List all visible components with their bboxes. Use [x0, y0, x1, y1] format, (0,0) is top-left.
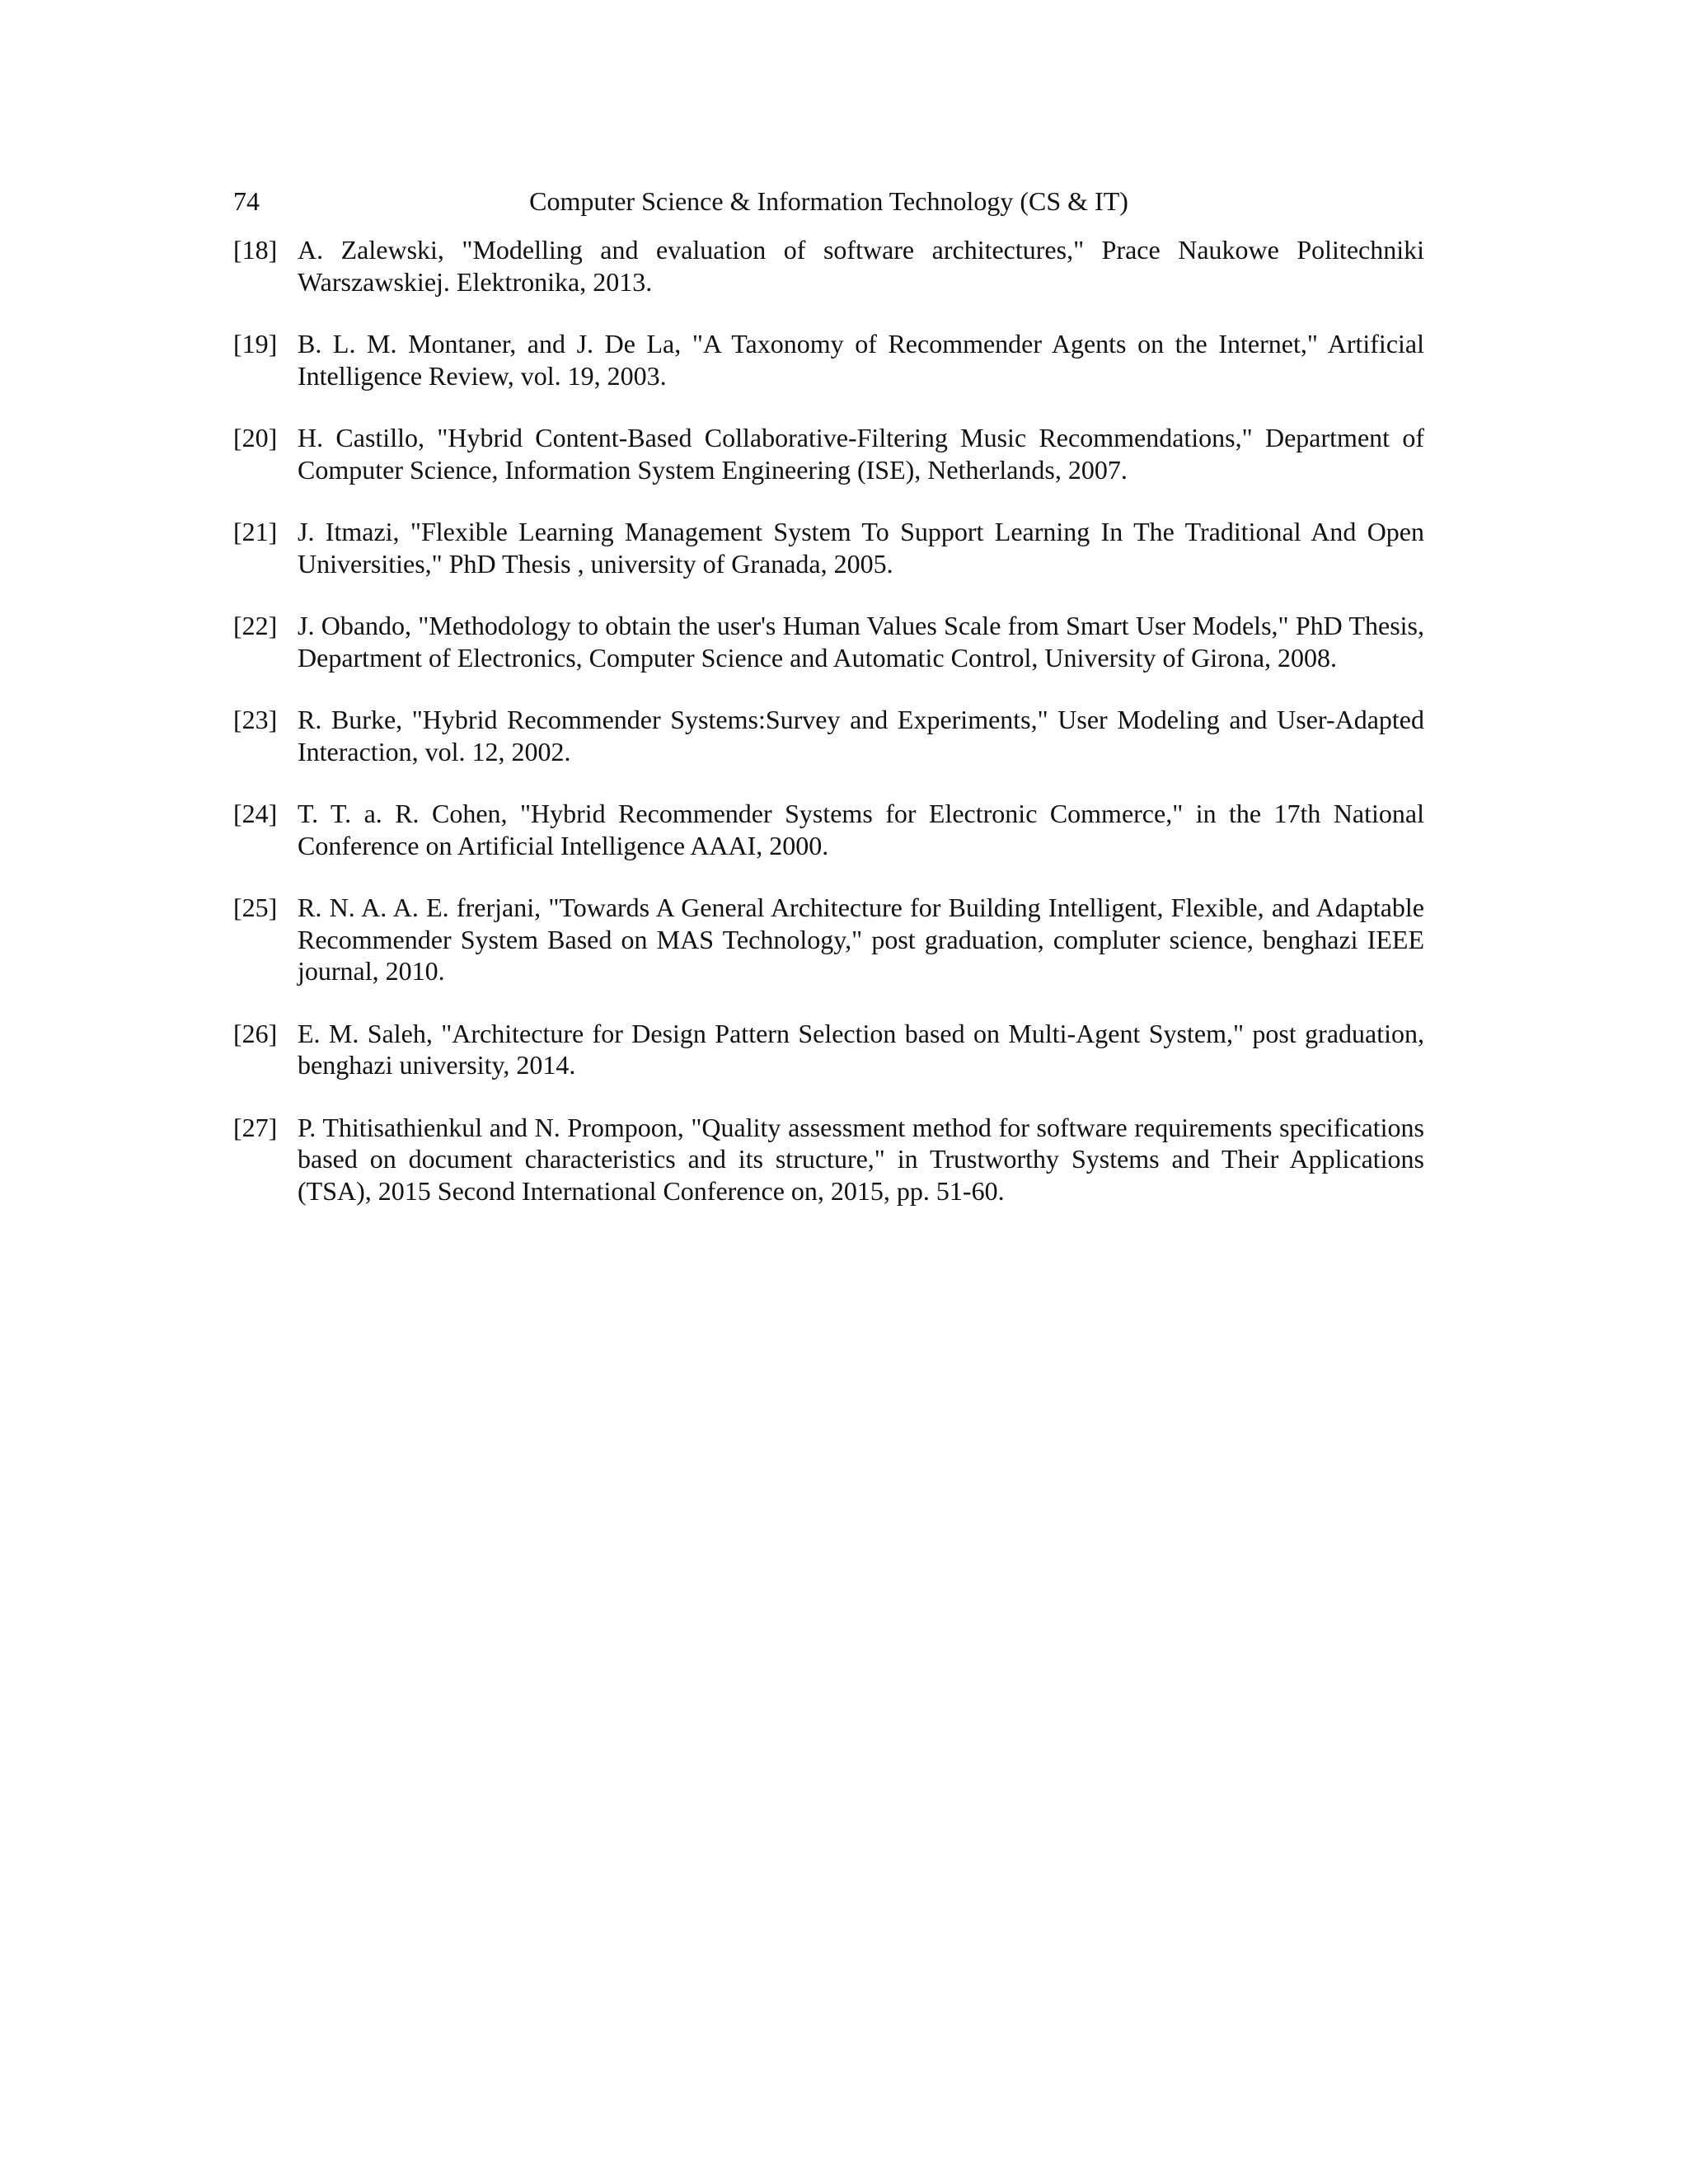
reference-number: [25]: [233, 893, 278, 922]
reference-number: [26]: [233, 1018, 278, 1048]
reference-item: [233, 328, 1424, 391]
reference-item: [233, 1018, 1424, 1081]
running-header: [233, 183, 1424, 219]
reference-item: [233, 516, 1424, 579]
reference-text: E. M. Saleh, "Architecture for Design Pattern Selection based on Multi-Agent System," post graduation, benghazi university, 2014.: [298, 1018, 1424, 1080]
reference-text: J. Itmazi, "Flexible Learning Management System To Support Learning In The Traditional And Open Universities," PhD Thesis , university of Granada, 2005.: [298, 517, 1424, 579]
reference-number: [23]: [233, 705, 278, 734]
reference-number: [24]: [233, 799, 278, 828]
reference-item: [233, 892, 1424, 987]
reference-list: [233, 234, 1424, 1237]
reference-text: T. T. a. R. Cohen, "Hybrid Recommender Systems for Electronic Commerce," in the 17th National Conference on Artificial Intelligence AAAI, 2000.: [298, 799, 1424, 860]
journal-title: Computer Science & Information Technology (CS & IT): [529, 186, 1128, 216]
reference-item: [233, 422, 1424, 485]
reference-item: [233, 798, 1424, 861]
reference-number: [27]: [233, 1112, 278, 1142]
reference-text: R. N. A. A. E. frerjani, "Towards A General Architecture for Building Intelligent, Flexible, and Adaptable Recommender System Based on MAS Technology," post graduation, compluter science, benghazi IEEE journal, 2010.: [298, 893, 1424, 986]
reference-text: B. L. M. Montaner, and J. De La, "A Taxonomy of Recommender Agents on the Internet," Artificial Intelligence Review, vol. 19, 2003.: [298, 329, 1424, 391]
reference-text: P. Thitisathienkul and N. Prompoon, "Quality assessment method for software requirements specifications based on document characteristics and its structure," in Trustworthy Systems and Their Applications (TSA), 2015 Second International Conference on, 2015, pp. 51-60.: [298, 1112, 1424, 1206]
reference-text: H. Castillo, "Hybrid Content-Based Collaborative-Filtering Music Recommendations," Department of Computer Science, Information System Engineering (ISE), Netherlands, 2007.: [298, 423, 1424, 485]
page-number: 74: [233, 186, 260, 216]
reference-number: [20]: [233, 423, 278, 452]
reference-item: [233, 704, 1424, 767]
reference-item: [233, 234, 1424, 298]
reference-number: [21]: [233, 517, 278, 546]
reference-number: [18]: [233, 235, 278, 265]
reference-number: [19]: [233, 329, 278, 359]
reference-item: [233, 610, 1424, 673]
reference-text: A. Zalewski, "Modelling and evaluation of software architectures," Prace Naukowe Politechniki Warszawskiej. Elektronika, 2013.: [298, 235, 1424, 297]
reference-text: J. Obando, "Methodology to obtain the user's Human Values Scale from Smart User Models," PhD Thesis, Department of Electronics, Computer Science and Automatic Control, University of Girona, 2008.: [298, 611, 1424, 673]
reference-item: [233, 1112, 1424, 1207]
reference-number: [22]: [233, 611, 278, 640]
reference-text: R. Burke, "Hybrid Recommender Systems:Survey and Experiments," User Modeling and User-Adapted Interaction, vol. 12, 2002.: [298, 705, 1424, 766]
